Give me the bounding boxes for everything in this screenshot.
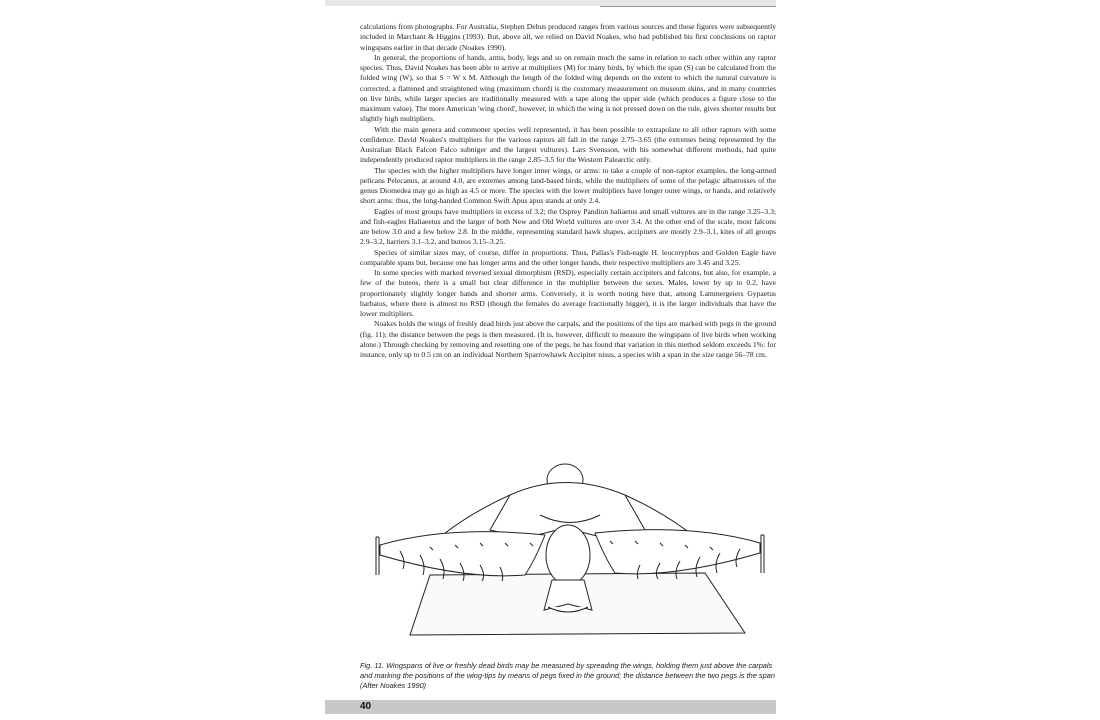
paragraph-6: Species of similar sizes may, of course, differ in proportions. Thus, Pallas's Fish-eagle H. leucoryphus and Golden Eagle have comparable spans but, because one has longer arms and the other longer hands, their respective multipliers are 3.45 and 3.25. bbox=[360, 247, 776, 267]
paragraph-1: calculations from photographs. For Australia, Stephen Debus produced ranges from various sources and these figures were subsequently included in Marchant & Higgins (1993). But, above all, we relied on David Noakes, who had published his first conclusions on raptor wingspans earlier in that decade (Noakes 1990). bbox=[360, 22, 776, 52]
paragraph-4: The species with the higher multipliers have longer inner wings, or arms: to take a couple of non-raptor examples, the long-armed pelicans Pelecanus, at around 4.0, are extremes among land-based birds, while the multipliers of some of the pelagic albatrosses of the genus Diomedea may go as high as 4.5 or more. The species with the lower multipliers have longer outer wings, or hands, and relatively short arms: thus, the long-handed Common Swift Apus apus stands at only 2.4. bbox=[360, 165, 776, 206]
wingspan-illustration bbox=[360, 455, 776, 650]
page-number: 40 bbox=[360, 701, 372, 712]
bird-body bbox=[544, 525, 592, 612]
body-text bbox=[360, 22, 776, 360]
paragraph-2: In general, the proportions of hands, arms, body, legs and so on remain much the same in relation to each other within any raptor species. Thus, David Noakes has been able to arrive at multipliers (M) for many birds, by which the span (S) can be calculated from the folded wing (W), so that S = W x M. Although the length of the folded wing depends on the extent to which the natural curvature is corrected, a flattened and straightened wing (maximum chord) is the customary measurement on museum skins, and in many countries on live birds, while larger species are traditionally measured with a tape along the upper side (which produces a figure close to the maximum value). The more American 'wing chord', however, in which the wing is not pressed down on the rule, gives shorter results but slightly high multipliers. bbox=[360, 52, 776, 124]
header-rule bbox=[600, 6, 776, 7]
paragraph-3: With the main genera and commoner species well represented, it has been possible to extrapolate to all other raptors with some confidence. David Noakes's multipliers for the various raptors all fall in the range 2.75–3.65 (the extremes being represented by the Australian Black Falcon Falco subniger and the largest vultures). Lars Svensson, with his somewhat different methods, had quite independently produced raptor multipliers in the range 2.85–3.5 for the Western Palearctic only. bbox=[360, 124, 776, 165]
figure-caption: Fig. 11. Wingspans of live or freshly dead birds may be measured by spreading the wings, holding them just above the carpals and marking the positions of the wing-tips by means of pegs fixed in the ground; the distance between the two pegs is the span (After Noakes 1990) bbox=[360, 661, 775, 690]
paragraph-5: Eagles of most groups have multipliers in excess of 3.2; the Osprey Pandion haliaetus and small vultures are in the range 3.25–3.3; and fish-eagles Haliaeetus and the larger of both New and Old World vultures are over 3.4. At the other end of the scale, most falcons are below 3.0 and a few below 2.8. In the middle, representing standard hawk shapes, accipiters are mostly 2.9–3.1, kites of all groups 2.9–3.2, harriers 3.1–3.2, and buteos 3.15–3.25. bbox=[360, 206, 776, 247]
left-peg bbox=[376, 537, 379, 575]
footer-bar bbox=[325, 700, 776, 714]
right-peg bbox=[761, 535, 764, 573]
paragraph-8: Noakes holds the wings of freshly dead birds just above the carpals, and the positions of the tips are marked with pegs in the ground (fig. 11); the distance between the pegs is then measured. (It is, however, difficult to measure the wingspans of live birds when working alone.) Through checking by removing and resetting one of the pegs, he has found that variation in this method seldom exceeds 1%: for instance, only up to 0.5 cm on an individual Northern Sparrowhawk Accipiter nisus, a species with a span in the size range 56–78 cm. bbox=[360, 319, 776, 359]
paragraph-7: In some species with marked reversed sexual dimorphism (RSD), especially certain accipiters and falcons, but also, for example, a few of the buteos, there is a small but clear difference in the multiplier between the sexes. Males, lower by up to 0.2, have proportionately slightly longer hands and shorter arms. Conversely, it is worth noting here that, among Lammergeiers Gypaetus barbatus, where there is almost no RSD (though the females do average fractionally bigger), it is the larger individuals that have the lower multipliers. bbox=[360, 268, 776, 318]
